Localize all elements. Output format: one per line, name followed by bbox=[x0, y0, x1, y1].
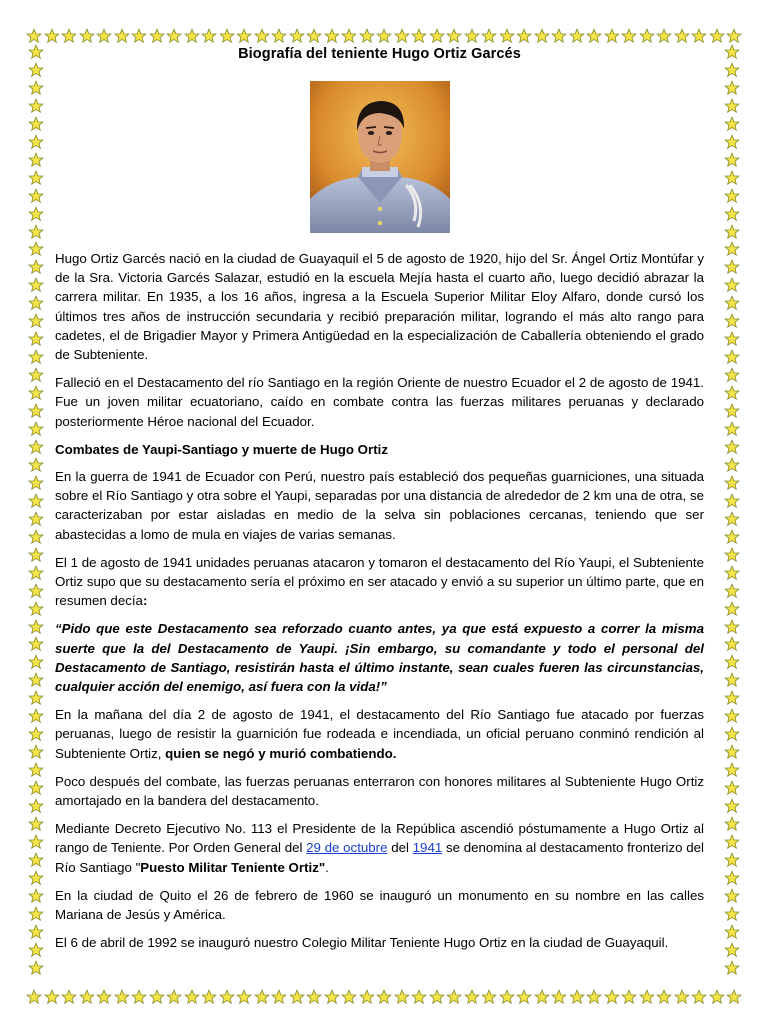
star-icon bbox=[28, 98, 44, 114]
star-icon bbox=[724, 636, 740, 652]
star-icon bbox=[724, 816, 740, 832]
star-icon bbox=[28, 601, 44, 617]
star-icon bbox=[724, 313, 740, 329]
star-icon bbox=[724, 349, 740, 365]
star-icon bbox=[726, 28, 742, 44]
star-icon bbox=[28, 367, 44, 383]
star-border-right bbox=[723, 44, 741, 976]
star-icon bbox=[28, 888, 44, 904]
star-icon bbox=[166, 989, 182, 1005]
star-icon bbox=[28, 798, 44, 814]
paragraph-attack-colon: : bbox=[142, 593, 148, 609]
portrait-photo bbox=[310, 81, 450, 233]
star-icon bbox=[28, 870, 44, 886]
star-icon bbox=[61, 989, 77, 1005]
star-icon bbox=[724, 780, 740, 796]
star-icon bbox=[709, 989, 725, 1005]
star-icon bbox=[236, 989, 252, 1005]
star-icon bbox=[724, 619, 740, 635]
star-icon bbox=[324, 28, 340, 44]
star-icon bbox=[324, 989, 340, 1005]
star-icon bbox=[201, 989, 217, 1005]
star-icon bbox=[724, 834, 740, 850]
star-icon bbox=[341, 989, 357, 1005]
star-icon bbox=[724, 421, 740, 437]
star-icon bbox=[28, 152, 44, 168]
star-icon bbox=[724, 906, 740, 922]
star-icon bbox=[341, 28, 357, 44]
star-icon bbox=[534, 989, 550, 1005]
star-icon bbox=[131, 28, 147, 44]
star-icon bbox=[724, 457, 740, 473]
star-icon bbox=[481, 989, 497, 1005]
star-icon bbox=[516, 989, 532, 1005]
star-icon bbox=[28, 529, 44, 545]
star-icon bbox=[674, 28, 690, 44]
star-icon bbox=[724, 80, 740, 96]
star-icon bbox=[569, 989, 585, 1005]
star-icon bbox=[724, 493, 740, 509]
star-icon bbox=[464, 989, 480, 1005]
star-icon bbox=[724, 565, 740, 581]
paragraph-battle-text: En la mañana del día 2 de agosto de 1941, el destacamento del Río Santiago fue atacado por fuerzas peruanas, luego de resistir la guarnición fue rodeada e incendiada, un oficial peruano conminó rendición al Subteniente Ortiz, bbox=[55, 707, 704, 761]
decree-post-name: Puesto Militar Teniente Ortiz" bbox=[140, 859, 326, 875]
star-icon bbox=[604, 28, 620, 44]
link-1941[interactable]: 1941 bbox=[412, 840, 443, 856]
star-icon bbox=[394, 989, 410, 1005]
star-icon bbox=[724, 547, 740, 563]
star-icon bbox=[446, 28, 462, 44]
star-icon bbox=[724, 62, 740, 78]
star-border-bottom bbox=[26, 988, 742, 1006]
star-icon bbox=[691, 989, 707, 1005]
star-icon bbox=[28, 170, 44, 186]
star-icon bbox=[724, 116, 740, 132]
star-icon bbox=[28, 619, 44, 635]
star-icon bbox=[26, 989, 42, 1005]
star-icon bbox=[28, 744, 44, 760]
decree-text-a: Mediante Decreto Ejecutivo No. 113 el Presidente de la República ascendió póstumamente a Hugo Ortiz al rango de Teniente. Por Orden General del bbox=[55, 821, 704, 856]
star-icon bbox=[28, 241, 44, 257]
star-icon bbox=[306, 989, 322, 1005]
star-icon bbox=[28, 403, 44, 419]
document-page bbox=[55, 44, 704, 962]
star-icon bbox=[724, 511, 740, 527]
star-icon bbox=[28, 547, 44, 563]
paragraph-college: El 6 de abril de 1992 se inauguró nuestro Colegio Militar Teniente Hugo Ortiz en la ciudad de Guayaquil. bbox=[55, 935, 669, 951]
star-icon bbox=[516, 28, 532, 44]
star-icon bbox=[724, 762, 740, 778]
star-icon bbox=[724, 403, 740, 419]
star-icon bbox=[724, 888, 740, 904]
star-icon bbox=[166, 28, 182, 44]
star-icon bbox=[724, 206, 740, 222]
star-icon bbox=[724, 44, 740, 60]
star-icon bbox=[724, 241, 740, 257]
star-icon bbox=[724, 295, 740, 311]
star-icon bbox=[271, 989, 287, 1005]
star-icon bbox=[28, 421, 44, 437]
star-icon bbox=[724, 152, 740, 168]
star-icon bbox=[674, 989, 690, 1005]
star-icon bbox=[28, 277, 44, 293]
star-icon bbox=[61, 28, 77, 44]
star-icon bbox=[726, 989, 742, 1005]
star-icon bbox=[149, 989, 165, 1005]
star-icon bbox=[411, 28, 427, 44]
portrait-icon bbox=[310, 81, 450, 233]
star-icon bbox=[656, 989, 672, 1005]
star-icon bbox=[551, 28, 567, 44]
star-icon bbox=[114, 28, 130, 44]
paragraph-battle-bold: quien se negó y murió combatiendo. bbox=[165, 745, 397, 761]
star-icon bbox=[28, 188, 44, 204]
star-icon bbox=[724, 134, 740, 150]
quote-last-report: “Pido que este Destacamento sea reforzado cuanto antes, ya que está expuesto a correr la misma suerte que la del Destacamento de Yaupi. ¡Sin embargo, su comandante y todo el personal del Destacamento de Santiago, resistirán hasta el último instante, sean cuales fueren las circunstancias, cualquier acción del enemigo, así fuera con la vida!” bbox=[55, 621, 704, 695]
star-icon bbox=[604, 989, 620, 1005]
paragraph-decree bbox=[55, 819, 704, 877]
star-icon bbox=[254, 989, 270, 1005]
decree-text-d: . bbox=[325, 859, 329, 875]
star-border-top bbox=[26, 27, 742, 45]
paragraph-birth: Hugo Ortiz Garcés nació en la ciudad de Guayaquil el 5 de agosto de 1920, hijo del Sr. Ángel Ortiz Montúfar y de la Sra. Victoria Garcés Salazar, estudió en la escuela Mejía hasta el cuarto año, luego decidió abrazar la carrera militar. En 1935, a los 16 años, ingresa a la Escuela Superior Militar Eloy Alfaro, donde cursó los últimos tres años de instrucción secundaria y recibió preparación militar, logrando el más alto rango para cadetes, el de Brigadier Mayor y Primera Antigüedad en la especialización de Caballería obteniendo el grado de Subteniente. bbox=[55, 251, 704, 363]
paragraph-monument: En la ciudad de Quito el 26 de febrero de 1960 se inauguró un monumento en su nombre en las calles Mariana de Jesús y América. bbox=[55, 887, 704, 923]
star-icon bbox=[359, 28, 375, 44]
star-icon bbox=[724, 726, 740, 742]
star-icon bbox=[28, 331, 44, 347]
star-icon bbox=[724, 529, 740, 545]
star-icon bbox=[289, 989, 305, 1005]
star-icon bbox=[724, 170, 740, 186]
page-title: Biografía del teniente Hugo Ortiz Garcés bbox=[238, 46, 521, 62]
paragraph-death: Falleció en el Destacamento del río Santiago en la región Oriente de nuestro Ecuador el 2 de agosto de 1941. Fue un joven militar ecuatoriano, caído en combate contra las fuerzas militares peruanas y declarado posteriormente Héroe nacional del Ecuador. bbox=[55, 375, 704, 429]
star-icon bbox=[28, 672, 44, 688]
star-icon bbox=[28, 295, 44, 311]
star-icon bbox=[28, 924, 44, 940]
star-icon bbox=[28, 116, 44, 132]
star-icon bbox=[28, 457, 44, 473]
star-icon bbox=[724, 331, 740, 347]
star-icon bbox=[131, 989, 147, 1005]
star-icon bbox=[569, 28, 585, 44]
star-icon bbox=[724, 439, 740, 455]
star-icon bbox=[149, 28, 165, 44]
star-icon bbox=[28, 583, 44, 599]
star-icon bbox=[656, 28, 672, 44]
paragraph-attack bbox=[55, 553, 704, 611]
star-icon bbox=[28, 475, 44, 491]
star-icon bbox=[44, 989, 60, 1005]
star-icon bbox=[28, 565, 44, 581]
star-icon bbox=[376, 28, 392, 44]
star-icon bbox=[551, 989, 567, 1005]
star-icon bbox=[289, 28, 305, 44]
star-icon bbox=[28, 206, 44, 222]
star-icon bbox=[96, 28, 112, 44]
star-icon bbox=[28, 44, 44, 60]
star-icon bbox=[28, 834, 44, 850]
star-icon bbox=[28, 654, 44, 670]
star-icon bbox=[724, 475, 740, 491]
star-icon bbox=[28, 636, 44, 652]
star-icon bbox=[724, 224, 740, 240]
star-icon bbox=[28, 349, 44, 365]
star-icon bbox=[724, 690, 740, 706]
star-icon bbox=[724, 924, 740, 940]
star-icon bbox=[28, 313, 44, 329]
star-icon bbox=[621, 989, 637, 1005]
star-icon bbox=[28, 708, 44, 724]
star-icon bbox=[724, 744, 740, 760]
star-icon bbox=[429, 28, 445, 44]
star-icon bbox=[28, 134, 44, 150]
star-icon bbox=[724, 798, 740, 814]
star-icon bbox=[724, 852, 740, 868]
paragraph-battle bbox=[55, 705, 704, 763]
star-icon bbox=[28, 942, 44, 958]
star-icon bbox=[724, 188, 740, 204]
star-icon bbox=[639, 28, 655, 44]
star-icon bbox=[219, 28, 235, 44]
star-icon bbox=[79, 989, 95, 1005]
star-icon bbox=[28, 906, 44, 922]
star-icon bbox=[534, 28, 550, 44]
star-icon bbox=[376, 989, 392, 1005]
star-icon bbox=[28, 385, 44, 401]
star-icon bbox=[28, 259, 44, 275]
star-icon bbox=[219, 989, 235, 1005]
star-icon bbox=[28, 511, 44, 527]
star-icon bbox=[26, 28, 42, 44]
star-icon bbox=[184, 28, 200, 44]
star-icon bbox=[28, 816, 44, 832]
star-icon bbox=[306, 28, 322, 44]
star-icon bbox=[394, 28, 410, 44]
star-icon bbox=[724, 942, 740, 958]
star-icon bbox=[724, 277, 740, 293]
star-icon bbox=[236, 28, 252, 44]
star-icon bbox=[429, 989, 445, 1005]
paragraph-burial: Poco después del combate, las fuerzas peruanas enterraron con honores militares al Subteniente Hugo Ortiz amortajado en la bandera del destacamento. bbox=[55, 773, 704, 809]
paragraph-war: En la guerra de 1941 de Ecuador con Perú, nuestro país estableció dos pequeñas guarniciones, una situada sobre el Río Santiago y otra sobre el Yaupi, separadas por una distancia de alrededor de 2 km una de otra, se caracterizaban por estar aisladas en medio de la selva sin poblaciones cercanas, teniendo que ser abastecidas a lomo de mula en viajes de varias semanas. bbox=[55, 469, 704, 542]
star-icon bbox=[586, 989, 602, 1005]
star-icon bbox=[359, 989, 375, 1005]
star-icon bbox=[481, 28, 497, 44]
star-icon bbox=[499, 989, 515, 1005]
star-icon bbox=[464, 28, 480, 44]
star-icon bbox=[28, 493, 44, 509]
star-icon bbox=[724, 583, 740, 599]
link-29-de-octubre[interactable]: 29 de octubre bbox=[306, 840, 388, 856]
star-icon bbox=[499, 28, 515, 44]
star-icon bbox=[28, 224, 44, 240]
star-icon bbox=[639, 989, 655, 1005]
star-icon bbox=[28, 960, 44, 976]
star-icon bbox=[28, 780, 44, 796]
star-icon bbox=[28, 62, 44, 78]
star-icon bbox=[724, 654, 740, 670]
star-icon bbox=[201, 28, 217, 44]
decree-text-b: del bbox=[387, 840, 413, 856]
star-icon bbox=[184, 989, 200, 1005]
star-icon bbox=[446, 989, 462, 1005]
star-icon bbox=[411, 989, 427, 1005]
star-icon bbox=[724, 960, 740, 976]
paragraph-attack-text: El 1 de agosto de 1941 unidades peruanas atacaron y tomaron el destacamento del Río Yaupi, el Subteniente Ortiz supo que su destacamento sería el próximo en ser atacado y envió a su superior un último parte, que en resumen decía bbox=[55, 554, 704, 609]
star-icon bbox=[724, 870, 740, 886]
star-icon bbox=[96, 989, 112, 1005]
star-icon bbox=[28, 690, 44, 706]
star-icon bbox=[691, 28, 707, 44]
star-icon bbox=[114, 989, 130, 1005]
star-icon bbox=[709, 28, 725, 44]
star-border-left bbox=[27, 44, 45, 976]
star-icon bbox=[28, 852, 44, 868]
star-icon bbox=[28, 762, 44, 778]
star-icon bbox=[724, 259, 740, 275]
star-icon bbox=[28, 439, 44, 455]
star-icon bbox=[271, 28, 287, 44]
star-icon bbox=[28, 80, 44, 96]
star-icon bbox=[28, 726, 44, 742]
section-heading: Combates de Yaupi-Santiago y muerte de Hugo Ortiz bbox=[55, 441, 388, 457]
star-icon bbox=[254, 28, 270, 44]
star-icon bbox=[724, 601, 740, 617]
star-icon bbox=[586, 28, 602, 44]
star-icon bbox=[724, 385, 740, 401]
decree-text-c: se denomina al destacamento fronterizo del Río Santiago " bbox=[55, 840, 704, 875]
star-icon bbox=[44, 28, 60, 44]
star-icon bbox=[724, 708, 740, 724]
star-icon bbox=[621, 28, 637, 44]
star-icon bbox=[724, 98, 740, 114]
star-icon bbox=[79, 28, 95, 44]
star-icon bbox=[724, 367, 740, 383]
star-icon bbox=[724, 672, 740, 688]
biography-body bbox=[55, 249, 704, 953]
